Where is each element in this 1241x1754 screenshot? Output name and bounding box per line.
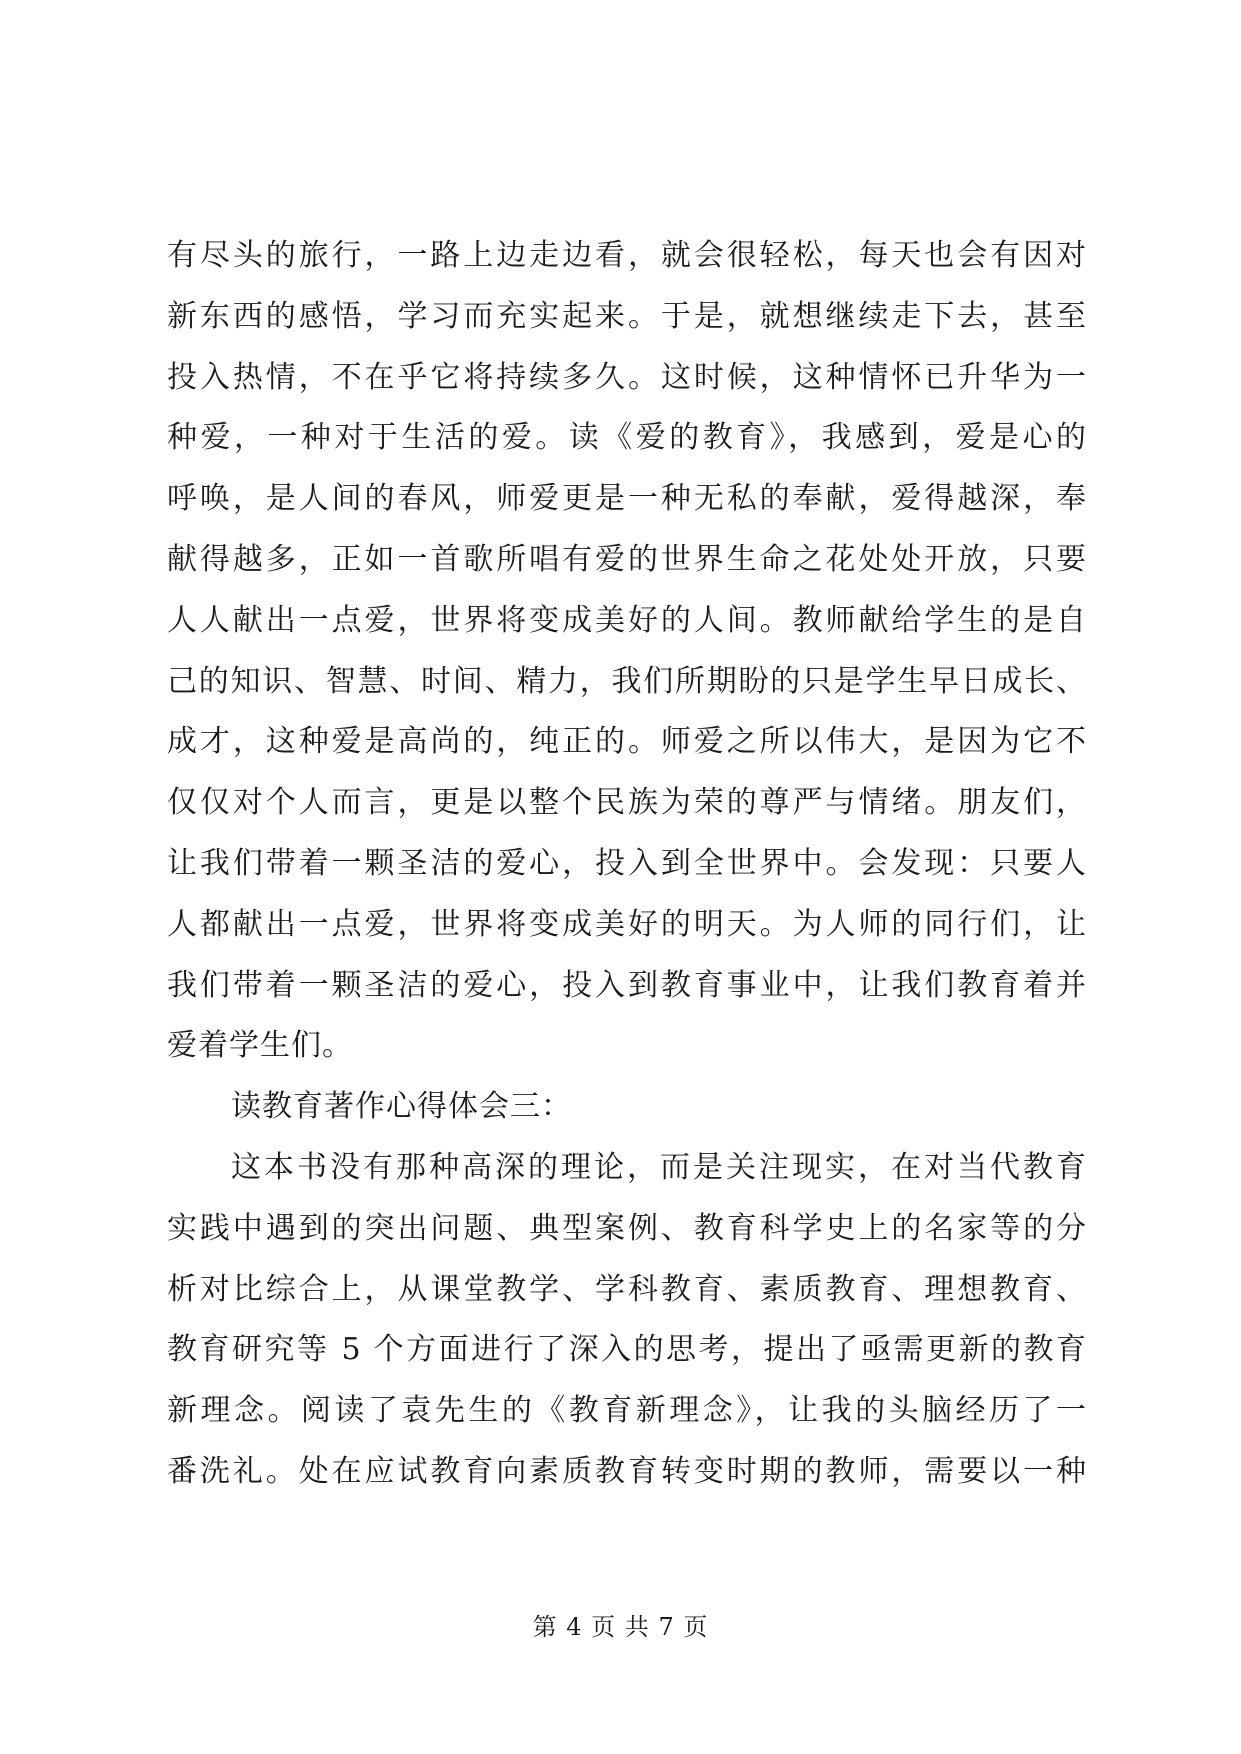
text-line: 析对比综合上，从课堂教学、学科教育、素质教育、理想教育、 xyxy=(167,1271,1087,1307)
text-line: 有尽头的旅行，一路上边走边看，就会很轻松，每天也会有因对 xyxy=(167,238,1087,273)
text-line: 人都献出一点爱，世界将变成美好的明天。为人师的同行们，让 xyxy=(167,906,1087,942)
text-line: 让我们带着一颗圣洁的爱心，投入到全世界中。会发现：只要人 xyxy=(167,845,1087,881)
text-line: 爱着学生们。 xyxy=(167,1028,353,1064)
text-line: 献得越多，正如一首歌所唱有爱的世界生命之花处处开放，只要 xyxy=(167,541,1087,577)
section-heading: 读教育著作心得体会三： xyxy=(231,1089,572,1125)
text-line: 番洗礼。处在应试教育向素质教育转变时期的教师，需要以一种 xyxy=(167,1453,1087,1489)
text-line: 实践中遇到的突出问题、典型案例、教育科学史上的名家等的分 xyxy=(167,1210,1087,1246)
document-body xyxy=(167,226,1087,1503)
text-line: 投入热情，不在乎它将持续多久。这时候，这种情怀已升华为一 xyxy=(167,359,1087,395)
text-line: 种爱，一种对于生活的爱。读《爱的教育》，我感到，爱是心的 xyxy=(167,420,1087,456)
text-line: 仅仅对个人而言，更是以整个民族为荣的尊严与情绪。朋友们， xyxy=(167,785,1087,821)
text-line: 我们带着一颗圣洁的爱心，投入到教育事业中，让我们教育着并 xyxy=(167,967,1087,1003)
text-line: 这本书没有那种高深的理论，而是关注现实，在对当代教育 xyxy=(231,1149,1087,1185)
text-line: 己的知识、智慧、时间、精力，我们所期盼的只是学生早日成长、 xyxy=(167,663,1087,699)
text-line: 新理念。阅读了袁先生的《教育新理念》，让我的头脑经历了一 xyxy=(167,1393,1087,1429)
text-line: 人人献出一点爱，世界将变成美好的人间。教师献给学生的是自 xyxy=(167,602,1087,638)
page-number-footer: 第 4 页 共 7 页 xyxy=(532,1613,709,1641)
text-line: 新东西的感悟，学习而充实起来。于是，就想继续走下去，甚至 xyxy=(167,298,1087,334)
text-line: 成才，这种爱是高尚的，纯正的。师爱之所以伟大，是因为它不 xyxy=(167,724,1087,760)
text-line: 呼唤，是人间的春风，师爱更是一种无私的奉献，爱得越深，奉 xyxy=(167,481,1087,517)
text-line: 教育研究等 5 个方面进行了深入的思考，提出了亟需更新的教育 xyxy=(167,1332,1087,1368)
